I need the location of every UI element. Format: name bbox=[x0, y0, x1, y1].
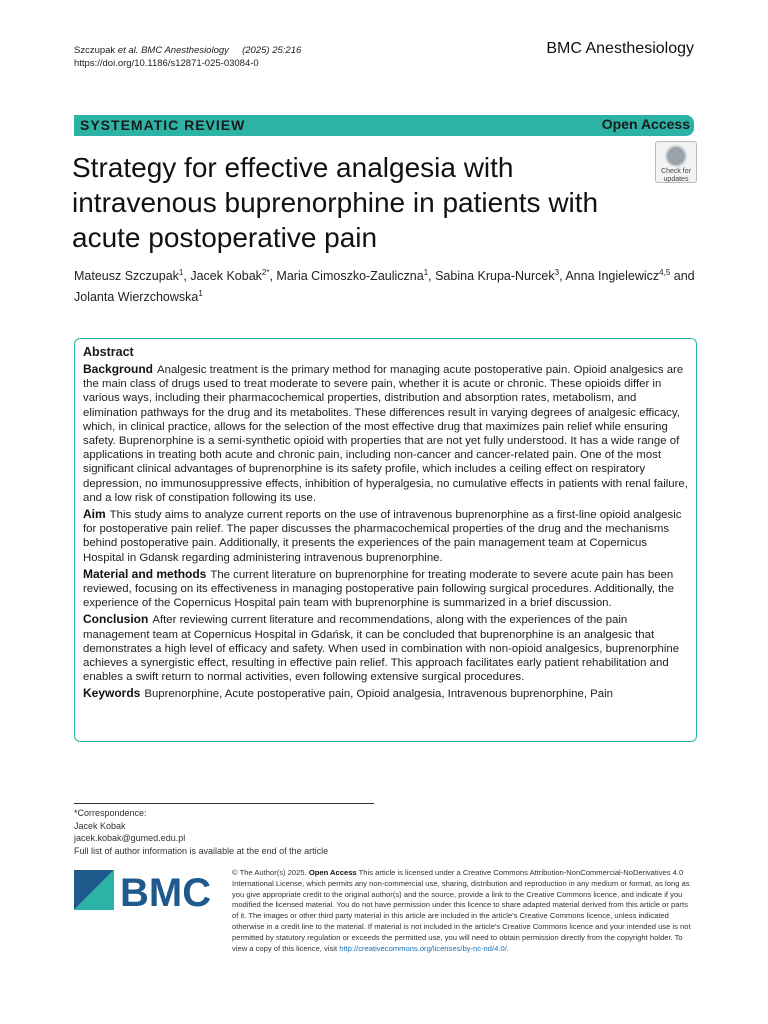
bmc-logo bbox=[74, 866, 214, 914]
citation-author: Szczupak bbox=[74, 45, 116, 56]
keywords-text: Buprenorphine, Acute postoperative pain, Opioid analgesia, Intravenous buprenorphine, Pain bbox=[144, 688, 613, 701]
author-affil: 1 bbox=[423, 268, 429, 277]
author-list: Mateusz Szczupak$^1$, Jacek Kobak$^{2*}$, Maria Cimoszko-Zauliczna$^1$, Sabina Krupa-Nurcek$^3$, Anna Ingielewicz$^{4,5}$ and Jolanta Wierzchowska$^1$ bbox=[74, 268, 695, 305]
correspondence-name: Jacek Kobak bbox=[74, 820, 126, 831]
author-name: Sabina Krupa-Nurcek bbox=[435, 269, 555, 284]
background-text: Analgesic treatment is the primary method for managing acute postoperative pain. Opioid analgesics are the main class of drugs used to treat moderate to severe pain, whether it is acute or chronic. These opioids differ in various ways, including their pharmacochemical properties, distribution and absorption rates, metabolism, and elimination pathways for the drug and its metabolites. These differences result in varying degrees of analgesic efficacy, which, in clinical practice, allows for the selection of the most effective drug that maximizes pain relief while ensuring safety. Buprenorphine is a semi-synthetic opioid with properties that are not yet fully understood. It has a wide range of applications in treating both acute and chronic pain, including non-cancer and cancer-related pain. One of the most significant clinical advantages of buprenorphine is its safety profile, which includes a ceiling effect on respiratory depression, no immunosuppressive effects, inhibition of hyperalgesia, no cumulative effects in patients with renal failure, and a low risk of constipation following its use. bbox=[83, 364, 688, 504]
author-and: and bbox=[673, 269, 695, 284]
author-name: Jacek Kobak bbox=[190, 269, 262, 284]
license-end: . bbox=[506, 943, 509, 953]
aim-label: Aim bbox=[83, 507, 106, 522]
journal-name: BMC Anesthesiology bbox=[546, 40, 694, 57]
keywords-label: Keywords bbox=[83, 686, 141, 701]
license-prefix: © The Author(s) 2025. bbox=[232, 868, 307, 877]
article-type-band bbox=[74, 115, 694, 136]
article-type-label: SYSTEMATIC REVIEW bbox=[80, 117, 246, 133]
citation-block bbox=[74, 44, 301, 70]
citation-year: (2025) 25:216 bbox=[242, 45, 302, 56]
correspondence-label: *Correspondence: bbox=[74, 808, 147, 818]
check-updates-icon bbox=[665, 145, 687, 167]
author-affil: 2* bbox=[261, 268, 270, 277]
article-title: Strategy for effective analgesia with intravenous buprenorphine in patients with acute postoperative pain bbox=[72, 152, 599, 253]
author-affil: 3 bbox=[554, 268, 560, 277]
background-label: Background bbox=[83, 362, 154, 376]
license-link[interactable]: http://creativecommons.org/licenses/by-nc-nd/4.0/ bbox=[339, 943, 507, 953]
badge-line1: Check for bbox=[661, 168, 691, 175]
author-info-note: Full list of author information is available at the end of the article bbox=[74, 845, 329, 856]
abstract-heading: Abstract bbox=[83, 345, 134, 359]
doi-link[interactable]: https://doi.org/10.1186/s12871-025-03084-0 bbox=[74, 58, 259, 69]
citation-journal: et al. BMC Anesthesiology bbox=[117, 45, 229, 56]
correspondence-block bbox=[74, 807, 328, 857]
abstract-methods bbox=[83, 567, 688, 611]
abstract-box bbox=[74, 338, 697, 742]
open-access-label: Open Access bbox=[601, 116, 690, 132]
correspondence-email[interactable]: jacek.kobak@gumed.edu.pl bbox=[74, 833, 186, 843]
aim-text: This study aims to analyze current reports on the use of intravenous buprenorphine as a first-line opioid analgesic for postoperative pain relief. The paper discusses the pharmacochemical properties of the drug and the mechanisms behind postoperative pain. Additionally, it presents the experiences of the pain management team at Copernicus Hospital in Gdansk regarding administering intravenous buprenorphine. bbox=[83, 509, 682, 564]
abstract-conclusion bbox=[83, 612, 688, 684]
methods-text: The current literature on buprenorphine for treating moderate to severe acute pain has been reviewed, focusing on its effectiveness in managing postoperative pain following surgical procedures. Additionally, the experience of the Copernicus Hospital pain team with buprenorphine is summarized in a brief discussion. bbox=[83, 568, 674, 610]
footnote-divider bbox=[74, 803, 374, 804]
logo-text: BMC bbox=[120, 871, 212, 914]
methods-label: Material and methods bbox=[83, 566, 207, 581]
author-name: Jolanta Wierzchowska bbox=[74, 290, 199, 305]
conclusion-text: After reviewing current literature and recommendations, along with the experiences of the pain management team at Copernicus Hospital in Gdańsk, it can be concluded that buprenorphine is an analgesic that demonstrates a high level of efficacy and safety. When used in combination with non-opioid analgesics, buprenorphine achieves a synergistic effect, resulting in effective pain relief. This approach facilitates early patient rehabilitation and enables a swift return to normal activities, even following extensive surgical procedures. bbox=[83, 614, 680, 684]
author-name: Anna Ingielewicz bbox=[565, 269, 660, 284]
abstract-aim bbox=[83, 507, 688, 565]
author-affil: 1 bbox=[178, 268, 184, 277]
check-for-updates-badge[interactable] bbox=[655, 141, 697, 183]
license-text bbox=[232, 868, 694, 954]
abstract-background bbox=[83, 362, 688, 505]
author-name: Mateusz Szczupak bbox=[74, 269, 179, 284]
author-affil: 1 bbox=[198, 289, 203, 299]
author-name: Maria Cimoszko-Zauliczna bbox=[276, 269, 424, 284]
badge-line2: updates bbox=[663, 176, 689, 183]
abstract-keywords bbox=[83, 686, 688, 701]
conclusion-label: Conclusion bbox=[83, 612, 149, 627]
license-open-access: Open Access bbox=[308, 868, 357, 877]
license-body: This article is licensed under a Creative Commons Attribution-NonCommercial-NoDerivatives 4.0 International License, which permits any non-commercial use, sharing, distribution and reproduction in any medium or format, as long as you give appropriate credit to the original author(s) and the source, provide a link to the Creative Commons licence, and indicate if you modified the licensed material. You do not have permission under this licence to share adapted material derived from this article or parts of it. The images or other third party material in this article are included in the article's Creative Commons licence, unless indicated otherwise in a credit line to the material. If material is not included in the article's Creative Commons licence and your intended use is not permitted by statutory regulation or exceeds the permitted use, you will need to obtain permission directly from the copyright holder. To view a copy of this licence, visit bbox=[232, 868, 691, 953]
author-affil: 4,5 bbox=[659, 268, 671, 277]
